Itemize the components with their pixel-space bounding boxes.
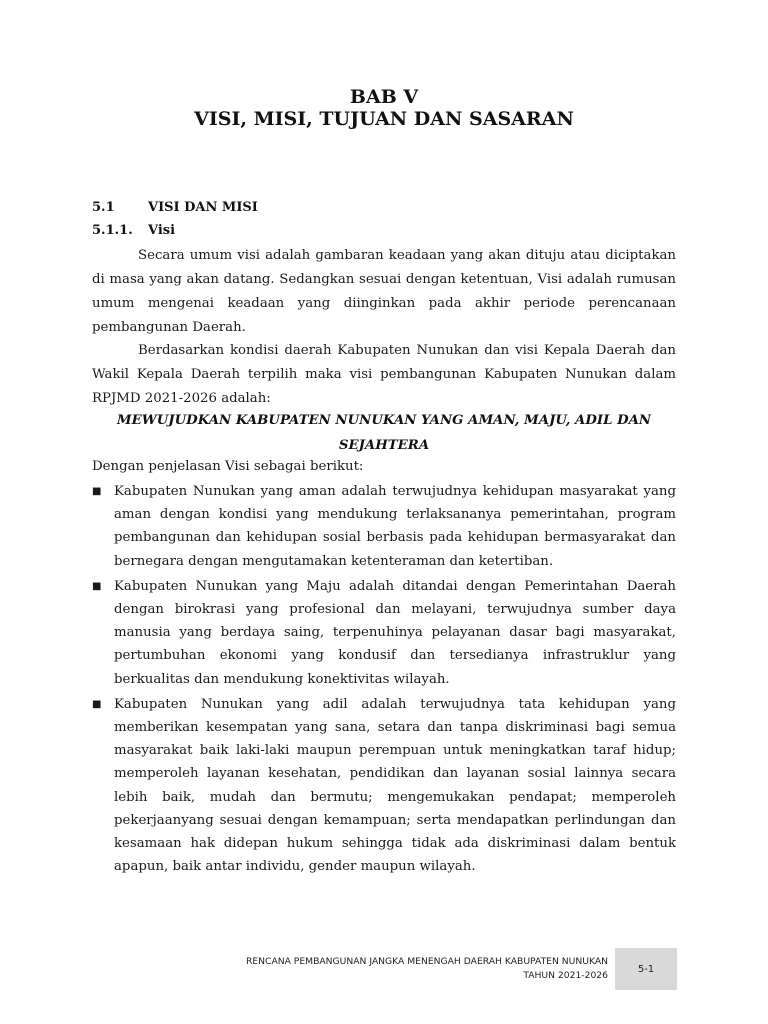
chapter-title: BAB V (349, 86, 419, 108)
paragraph-visi-definition: Secara umum visi adalah gambaran keadaan yang akan dituju atau diciptakan di masa yang akan datang. Sedangkan sesuai dengan ketentuan, Visi adalah rumusan umum mengenai keadaan yang diinginkan pada akhir periode perencanaan pembangunan Daerah. (92, 248, 676, 335)
bullet-square-icon: ■ (92, 698, 102, 710)
footer-document-title: RENCANA PEMBANGUNAN JANGKA MENENGAH DAERAH KABUPATEN NUNUKAN (245, 956, 608, 967)
list-item (92, 480, 676, 573)
subsection-heading (92, 223, 176, 238)
footer-period: TAHUN 2021-2026 (523, 970, 608, 981)
list-item-text: Kabupaten Nunukan yang Maju adalah ditandai dengan Pemerintahan Daerah dengan birokrasi yang profesional dan melayani, terwujudnya sumber daya manusia yang berdaya saing, terpenuhinya pelayanan dasar bagi masyarakat, pertumbuhan ekonomi yang kondusif dan tersedianya infrastruklur yang berkualitas dan mendukung konektivitas wilayah. (114, 578, 676, 687)
list-item (92, 575, 676, 691)
page-number: 5-1 (615, 948, 677, 990)
bullet-square-icon: ■ (92, 580, 102, 592)
list-item (92, 693, 676, 879)
section-heading (92, 200, 258, 215)
vision-explanation-list (92, 480, 676, 880)
paragraph-visi-basis: Berdasarkan kondisi daerah Kabupaten Nunukan dan visi Kepala Daerah dan Wakil Kepala Daerah terpilih maka visi pembangunan Kabupaten Nunukan dalam RPJMD 2021-2026 adalah: (92, 343, 676, 406)
page-footer (188, 955, 608, 983)
list-item-text: Kabupaten Nunukan yang aman adalah terwujudnya kehidupan masyarakat yang aman dengan kondisi yang mendukung terlaksananya pemerintahan, program pembangunan dan kehidupan sosial berbasis pada kehidupan bermasyarakat dan bernegara dengan mengutamakan ketenteraman dan ketertiban. (114, 484, 676, 569)
list-item-text: Kabupaten Nunukan yang adil adalah terwujudnya tata kehidupan yang memberikan kesempatan yang sana, setara dan tanpa diskriminasi bagi semua masyarakat baik laki-laki maupun perempuan untuk meningkatkan taraf hidup; memperoleh layanan kesehatan, pendidikan dan layanan sosial lainnya secara lebih baik, mudah dan bermutu; mengemukakan pendapat; memperoleh pekerjaanyang sesuai dengan kemampuan; serta mendapatkan perlindungan dan kesamaan hak didepan hukum sehingga tidak ada diskriminasi dalam bentuk apapun, baik antar individu, gender maupun wilayah. (114, 696, 676, 875)
explanation-intro: Dengan penjelasan Visi sebagai berikut: (92, 459, 364, 474)
subsection-title: Visi (148, 223, 176, 238)
subsection-number: 5.1.1. (92, 223, 133, 238)
section-title: VISI DAN MISI (148, 200, 258, 215)
vision-statement: MEWUJUDKAN KABUPATEN NUNUKAN YANG AMAN, MAJU, ADIL DAN SEJAHTERA (116, 413, 652, 453)
section-number: 5.1 (92, 200, 115, 215)
bullet-square-icon: ■ (92, 486, 102, 497)
chapter-subtitle: VISI, MISI, TUJUAN DAN SASARAN (194, 108, 574, 130)
